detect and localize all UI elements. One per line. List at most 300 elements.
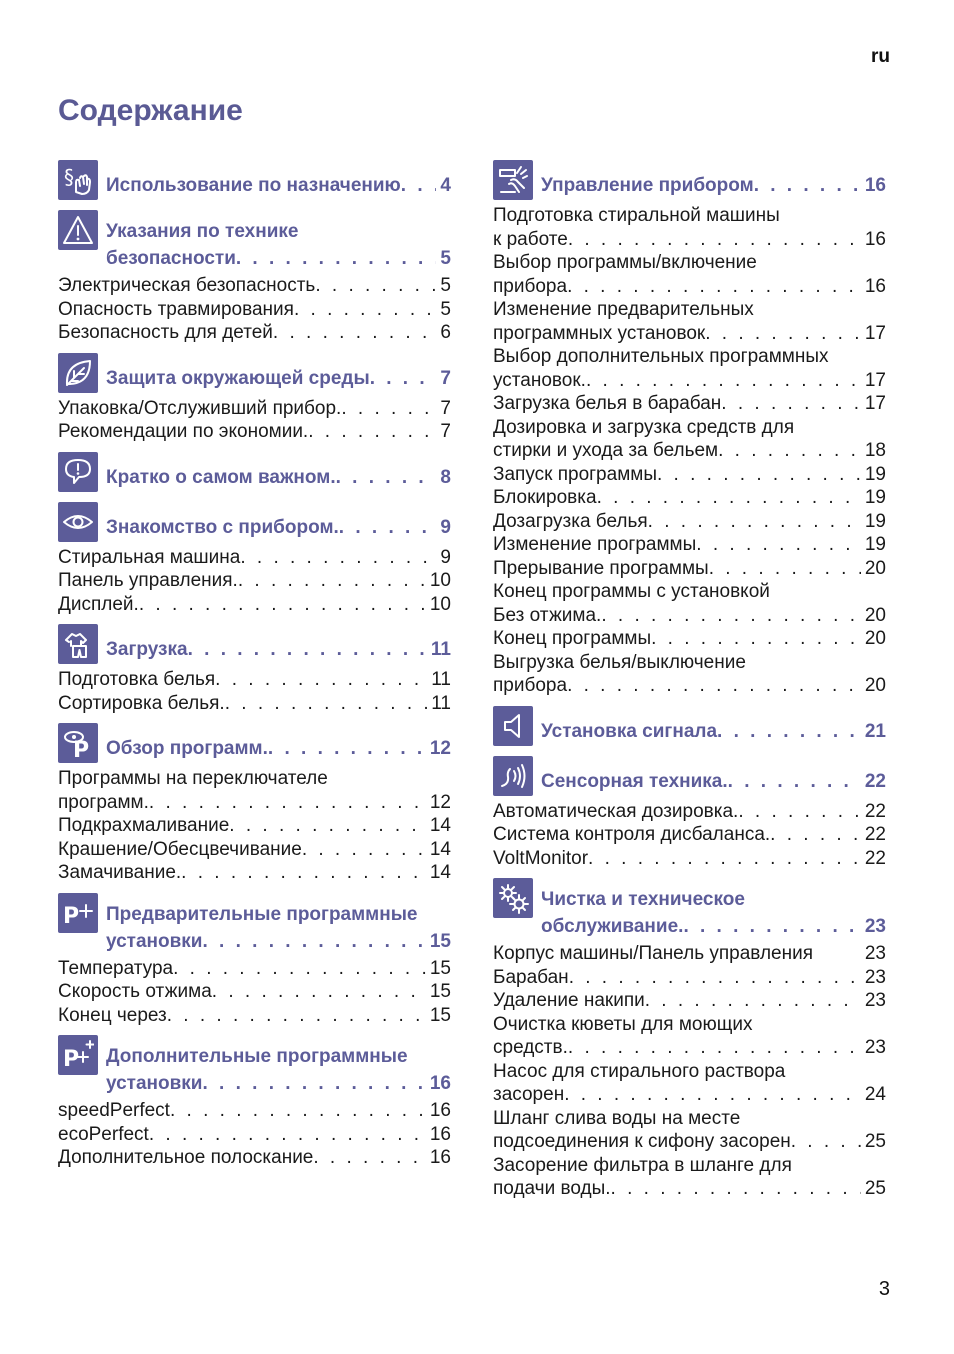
program-p-icon — [58, 723, 98, 763]
toc-entry-title: Крашение/Обесцвечивание — [58, 838, 302, 860]
dot-leader — [564, 1083, 861, 1107]
speaker-icon — [493, 706, 533, 746]
toc-entry-page: 15 — [429, 981, 451, 1002]
section-heading-line-title: Обзор программ. — [106, 738, 268, 759]
svg-text:P: P — [73, 738, 90, 759]
toc-entry-title: Замачивание. — [58, 862, 182, 883]
section-heading-line-page: 4 — [440, 175, 451, 196]
toc-entries — [58, 546, 451, 617]
toc-entry-title: Засорение фильтра в шланге для — [493, 1154, 792, 1176]
section-heading — [541, 876, 886, 940]
toc-entry[interactable] — [493, 557, 886, 581]
toc-entry[interactable] — [493, 1107, 886, 1131]
dot-leader — [188, 636, 427, 663]
toc-entry-title: Барабан — [493, 966, 569, 988]
toc-entry[interactable] — [493, 486, 886, 510]
toc-entry-title: Программы на переключателе — [58, 768, 328, 789]
section-heading-line[interactable] — [106, 514, 451, 541]
section-heading — [106, 891, 451, 955]
toc-entry[interactable] — [493, 966, 886, 990]
toc-entry-page: 15 — [429, 957, 451, 979]
dot-leader — [173, 957, 426, 981]
svg-text:P: P — [63, 1047, 80, 1071]
p-plus-icon — [58, 893, 98, 933]
dot-leader — [705, 322, 861, 346]
section-heading-line[interactable] — [106, 1070, 451, 1097]
toc-section — [58, 500, 451, 544]
dot-leader — [149, 791, 426, 815]
dot-leader — [568, 228, 861, 252]
dot-leader — [229, 814, 426, 838]
svg-text:§: § — [64, 165, 74, 189]
toc-entry[interactable] — [58, 1146, 451, 1170]
toc-entry[interactable] — [493, 275, 886, 299]
toc-entry-title: Безопасность для детей — [58, 322, 273, 343]
toc-entry[interactable] — [493, 1154, 886, 1178]
toc-entry[interactable] — [493, 416, 886, 440]
toc-entry-title: Панель управления. — [58, 570, 238, 591]
toc-entry-page: 25 — [864, 1178, 886, 1199]
dot-leader — [648, 510, 861, 534]
toc-entry[interactable] — [493, 604, 886, 628]
toc-entry-page: 14 — [429, 815, 451, 836]
toc-entry[interactable] — [58, 1099, 451, 1123]
section-heading-line-title: Загрузка — [106, 639, 188, 660]
toc-section — [58, 622, 451, 666]
dot-leader — [336, 464, 437, 491]
section-heading-line[interactable] — [106, 636, 451, 663]
toc-entry-title: прибора — [493, 675, 568, 696]
section-heading-line-page: 9 — [440, 516, 451, 538]
toc-entry[interactable] — [58, 861, 451, 885]
toc-entry[interactable] — [58, 546, 451, 570]
toc-entry[interactable] — [58, 791, 451, 815]
toc-entry[interactable] — [493, 251, 886, 275]
toc-entry[interactable] — [493, 322, 886, 346]
toc-entry-page: 23 — [864, 943, 886, 964]
section-heading-line-title: Использование по назначению — [106, 175, 401, 196]
section-heading — [106, 721, 451, 762]
toc-entry-page: 17 — [864, 369, 886, 391]
toc-entry[interactable] — [493, 651, 886, 675]
dot-leader — [313, 1146, 425, 1170]
toc-entry-title: подачи воды. — [493, 1178, 611, 1199]
section-heading — [106, 622, 451, 663]
toc-entry[interactable] — [493, 204, 886, 228]
section-heading — [106, 158, 451, 199]
toc-entry-page: 5 — [440, 298, 451, 320]
toc-entry-title: Насос для стирального раствора — [493, 1060, 786, 1082]
toc-entry-title: Конец через — [58, 1004, 167, 1026]
dot-leader — [240, 546, 436, 570]
toc-entries — [58, 274, 451, 345]
toc-entry-title: Рекомендации по экономии. — [58, 421, 309, 442]
toc-entry[interactable] — [493, 1060, 886, 1084]
dot-leader — [302, 838, 426, 862]
gears-icon — [493, 878, 533, 918]
toc-entry-page: 19 — [864, 487, 886, 508]
toc-entry[interactable] — [58, 1123, 451, 1147]
toc-section — [58, 351, 451, 395]
toc-entry-title: Стиральная машина — [58, 546, 241, 568]
toc-section — [493, 158, 886, 202]
dot-leader — [567, 275, 861, 299]
toc-entries — [58, 1099, 451, 1170]
toc-entry-page: 14 — [429, 838, 451, 860]
toc-entry-page: 16 — [864, 275, 886, 297]
dot-leader — [588, 847, 861, 871]
leaf-icon — [58, 353, 98, 393]
dot-leader — [236, 245, 437, 272]
toc-entry-title: ecoPerfect — [58, 1123, 149, 1145]
section-heading-line-page: 16 — [429, 1073, 451, 1094]
section-heading-line-title: установки — [106, 930, 203, 952]
toc-entry[interactable] — [493, 1130, 886, 1154]
section-heading-line-title: Установка сигнала — [541, 720, 718, 742]
toc-entry-page: 16 — [429, 1147, 451, 1168]
toc-entry-page: 23 — [864, 990, 886, 1011]
section-heading-line-page: 5 — [440, 248, 451, 269]
section-heading — [541, 158, 886, 199]
dot-leader — [586, 369, 861, 393]
toc-entries — [58, 957, 451, 1028]
section-heading-line[interactable] — [541, 886, 886, 913]
toc-entry-page: 7 — [440, 421, 451, 442]
section-heading-line[interactable] — [106, 1043, 451, 1070]
speech-exclamation-icon — [58, 452, 98, 492]
toc-section — [58, 1033, 451, 1097]
dot-leader — [181, 861, 426, 885]
page-title: Содержание — [58, 94, 243, 127]
dot-leader — [718, 439, 861, 463]
dot-leader — [315, 274, 436, 298]
toc-entries — [493, 800, 886, 871]
eye-icon — [58, 502, 98, 542]
dot-leader — [202, 928, 425, 955]
toc-entry-title: Конец программы — [493, 628, 652, 649]
toc-entry-title: Дополнительное полоскание — [58, 1147, 314, 1168]
toc-entry-page: 11 — [431, 669, 451, 690]
toc-entry-page: 16 — [864, 228, 886, 250]
dot-leader — [717, 718, 861, 745]
section-heading-line-title: установки — [106, 1073, 203, 1094]
toc-entry[interactable] — [58, 957, 451, 981]
toc-entry-title: Электрическая безопасность — [58, 275, 316, 296]
toc-entry-title: Подкрахмаливание — [58, 815, 230, 836]
section-heading-line-title: Кратко о самом важном. — [106, 466, 336, 488]
section-heading-line[interactable] — [106, 172, 451, 199]
toc-entry-title: стирки и ухода за бельем — [493, 440, 719, 461]
toc-section — [58, 891, 451, 955]
toc-entry-page: 20 — [864, 557, 886, 579]
warning-triangle-icon — [58, 210, 98, 250]
section-heading — [106, 1033, 451, 1097]
toc-entry[interactable] — [58, 420, 451, 444]
toc-entry-page: 16 — [429, 1123, 451, 1145]
toc-section — [493, 876, 886, 940]
toc-entries — [493, 204, 886, 698]
dot-leader — [728, 768, 861, 795]
toc-entry-page: 23 — [864, 966, 886, 988]
toc-entry[interactable] — [58, 767, 451, 791]
dot-leader — [683, 913, 860, 940]
toc-entry-title: Скорость отжима — [58, 981, 212, 1002]
section-heading-line-page: 15 — [429, 930, 451, 952]
toc-entry-page: 20 — [864, 628, 886, 649]
toc-entry-title: speedPerfect — [58, 1100, 170, 1121]
section-heading-line[interactable] — [106, 735, 451, 762]
toc-entry-title: Корпус машины/Панель управления — [493, 943, 814, 964]
toc-entry-title: Выбор программы/включение — [493, 252, 757, 273]
toc-section — [493, 704, 886, 748]
toc-entry[interactable] — [58, 668, 451, 692]
toc-entries — [58, 767, 451, 885]
section-heading-line[interactable] — [106, 901, 451, 928]
toc-entry-title: Сортировка белья. — [58, 692, 225, 714]
section-heading — [106, 208, 451, 272]
toc-entry[interactable] — [58, 838, 451, 862]
dot-leader — [308, 420, 436, 444]
section-heading-line[interactable] — [106, 218, 451, 245]
toc-entry-page: 25 — [864, 1131, 886, 1152]
section-heading-line-title: Знакомство с прибором. — [106, 516, 339, 538]
toc-entry[interactable] — [58, 321, 451, 345]
toc-entry-title: Конец программы с установкой — [493, 581, 770, 602]
toc-entry[interactable] — [493, 674, 886, 698]
dot-leader — [370, 365, 437, 392]
dot-leader — [738, 800, 861, 824]
dot-leader — [268, 735, 426, 762]
section-heading — [541, 704, 886, 745]
toc-entry[interactable] — [493, 228, 886, 252]
toc-entry[interactable] — [493, 463, 886, 487]
dot-leader — [225, 692, 428, 716]
section-heading-line-title: Защита окружающей среды — [106, 367, 370, 389]
dot-leader — [215, 668, 427, 692]
toc-entry[interactable] — [493, 533, 886, 557]
toc-entry-page: 15 — [429, 1004, 451, 1026]
svg-text:P: P — [63, 903, 80, 929]
toc-entry[interactable] — [58, 814, 451, 838]
section-heading — [541, 754, 886, 795]
section-heading — [106, 351, 451, 392]
dot-leader — [696, 533, 861, 557]
toc-entry[interactable] — [58, 692, 451, 716]
hand-control-icon — [493, 160, 533, 200]
dot-leader — [721, 392, 861, 416]
toc-entry[interactable] — [493, 823, 886, 847]
toc-left-column — [58, 158, 451, 1170]
page-number: 3 — [878, 1278, 890, 1300]
section-heading-line[interactable] — [541, 768, 886, 795]
toc-entry-title: Запуск программы — [493, 463, 657, 485]
toc-entry-title: засорен — [493, 1084, 565, 1105]
dot-leader — [401, 172, 437, 199]
toc-entry[interactable] — [493, 942, 886, 966]
toc-entry-title: Дисплей. — [58, 593, 139, 615]
toc-entry-title: Дозировка и загрузка средств для — [493, 416, 795, 438]
section-heading-line[interactable] — [541, 718, 886, 745]
toc-entry[interactable] — [58, 274, 451, 298]
section-heading-line[interactable] — [106, 365, 451, 392]
toc-entry-title: Изменение предварительных — [493, 299, 754, 320]
toc-entry-title: Опасность травмирования — [58, 298, 294, 320]
toc-entry-title: Автоматическая дозировка. — [493, 800, 739, 822]
toc-section — [493, 754, 886, 798]
toc-entry[interactable] — [493, 510, 886, 534]
toc-entry-title: Без отжима. — [493, 604, 602, 626]
toc-entry-title: Изменение программы — [493, 534, 697, 555]
section-heading-line-title: Предварительные программные — [106, 903, 418, 925]
toc-entry[interactable] — [493, 439, 886, 463]
toc-entry[interactable] — [58, 980, 451, 1004]
dot-leader — [657, 463, 861, 487]
toc-entry-page: 19 — [864, 510, 886, 532]
toc-entry-page: 6 — [440, 322, 451, 343]
toc-entries — [493, 942, 886, 1201]
dot-leader — [294, 298, 436, 322]
language-label: ru — [871, 46, 890, 67]
toc-entries — [58, 668, 451, 715]
toc-entry-page: 10 — [429, 593, 451, 615]
toc-entry[interactable] — [493, 1036, 886, 1060]
section-heading-line-page: 8 — [440, 466, 451, 488]
section-heading-line-page: 22 — [864, 770, 886, 792]
toc-entry-page: 5 — [440, 275, 451, 296]
section-heading-line[interactable] — [106, 245, 451, 272]
dot-leader — [167, 1004, 426, 1028]
toc-entry-page: 22 — [864, 824, 886, 845]
toc-entry[interactable] — [493, 392, 886, 416]
section-hand-icon — [58, 160, 98, 200]
laundry-icon — [58, 624, 98, 664]
toc-entry-page: 20 — [864, 675, 886, 696]
dot-leader — [569, 966, 861, 990]
toc-entry[interactable] — [493, 1013, 886, 1037]
toc-entry[interactable] — [493, 627, 886, 651]
dot-leader — [339, 514, 437, 541]
toc-right-column — [493, 158, 886, 1201]
toc-section — [58, 450, 451, 494]
toc-entry-title: Подготовка белья — [58, 669, 216, 690]
section-heading-line[interactable] — [541, 172, 886, 199]
toc-entry-title: к работе — [493, 228, 568, 250]
toc-entry-title: Выгрузка белья/выключение — [493, 651, 746, 673]
toc-entry-page: 10 — [429, 570, 451, 591]
toc-entry[interactable] — [493, 369, 886, 393]
toc-entry-title: Упаковка/Отслуживший прибор. — [58, 397, 342, 419]
toc-entry-title: Прерывание программы — [493, 557, 709, 579]
dot-leader — [651, 627, 861, 651]
section-heading-line-title: Указания по технике — [106, 221, 299, 242]
section-heading-line[interactable] — [106, 464, 451, 491]
toc-entry-page: 12 — [429, 791, 451, 813]
toc-entry-page: 17 — [864, 393, 886, 414]
toc-entry[interactable] — [493, 345, 886, 369]
dot-leader — [149, 1123, 426, 1147]
toc-entry-page: 16 — [429, 1100, 451, 1121]
toc-entry-title: средств. — [493, 1037, 568, 1058]
toc-entry-page: 11 — [431, 692, 451, 714]
dot-leader — [567, 674, 861, 698]
toc-entry-title: Дозагрузка белья — [493, 510, 648, 532]
section-heading-line-title: Управление прибором — [541, 175, 754, 196]
section-heading-line-title: Дополнительные программные — [106, 1046, 408, 1067]
toc-entry[interactable] — [493, 847, 886, 871]
toc-entry-title: Подготовка стиральной машины — [493, 205, 780, 226]
section-heading — [106, 450, 451, 491]
toc-entry-title: Удаление накипи — [493, 990, 645, 1011]
toc-entry-page: 22 — [864, 800, 886, 822]
dot-leader — [238, 569, 426, 593]
toc-entry-title: Шланг слива воды на месте — [493, 1107, 741, 1129]
toc-entry-title: Система контроля дисбаланса. — [493, 824, 771, 845]
section-heading-line-page: 11 — [430, 639, 451, 660]
toc-section — [58, 208, 451, 272]
dot-leader — [754, 172, 861, 199]
toc-entry-page: 7 — [440, 397, 451, 419]
p-plus-plus-icon — [58, 1035, 98, 1075]
section-heading-line-page: 16 — [864, 175, 886, 196]
sensor-waves-icon — [493, 756, 533, 796]
toc-entry-page: 19 — [864, 534, 886, 555]
toc-entry-title: Выбор дополнительных программных — [493, 346, 829, 367]
dot-leader — [202, 1070, 425, 1097]
section-heading-line[interactable] — [106, 928, 451, 955]
toc-entry[interactable] — [493, 298, 886, 322]
section-heading-line-page: 12 — [429, 738, 451, 759]
dot-leader — [139, 593, 426, 617]
toc-entry[interactable] — [58, 1004, 451, 1028]
section-heading-line-title: Чистка и техническое — [541, 889, 745, 910]
toc-entry-page: 22 — [864, 847, 886, 869]
toc-entry-title: VoltMonitor — [493, 847, 589, 869]
toc-entry[interactable] — [493, 1083, 886, 1107]
toc-entry-page: 14 — [429, 862, 451, 883]
toc-entry-page: 9 — [440, 546, 451, 568]
toc-entry-title: программных установок — [493, 322, 706, 344]
section-heading-line-page: 7 — [440, 367, 451, 389]
section-heading — [106, 500, 451, 541]
toc-entry[interactable] — [493, 800, 886, 824]
toc-entry[interactable] — [58, 397, 451, 421]
toc-entry[interactable] — [493, 1177, 886, 1201]
toc-entry-page: 23 — [864, 1037, 886, 1058]
toc-entry-page: 18 — [864, 440, 886, 461]
toc-entry-title: Очистка кюветы для моющих — [493, 1013, 753, 1035]
toc-entry[interactable] — [493, 989, 886, 1013]
toc-entry[interactable] — [58, 593, 451, 617]
toc-section — [58, 721, 451, 765]
dot-leader — [273, 321, 437, 345]
section-heading-line[interactable] — [541, 913, 886, 940]
toc-entry-title: прибора — [493, 275, 568, 297]
dot-leader — [601, 604, 861, 628]
dot-leader — [791, 1130, 861, 1154]
toc-entry-page: 20 — [864, 604, 886, 626]
toc-entry-title: Загрузка белья в барабан — [493, 393, 722, 414]
toc-entry[interactable] — [58, 298, 451, 322]
toc-entry[interactable] — [493, 580, 886, 604]
dot-leader — [770, 823, 861, 847]
toc-entry-page: 19 — [864, 463, 886, 485]
section-heading-line-title: безопасности — [106, 248, 236, 269]
toc-section — [58, 158, 451, 202]
toc-entry[interactable] — [58, 569, 451, 593]
dot-leader — [212, 980, 426, 1004]
section-heading-line-title: обслуживание. — [541, 916, 684, 937]
dot-leader — [611, 1177, 861, 1201]
